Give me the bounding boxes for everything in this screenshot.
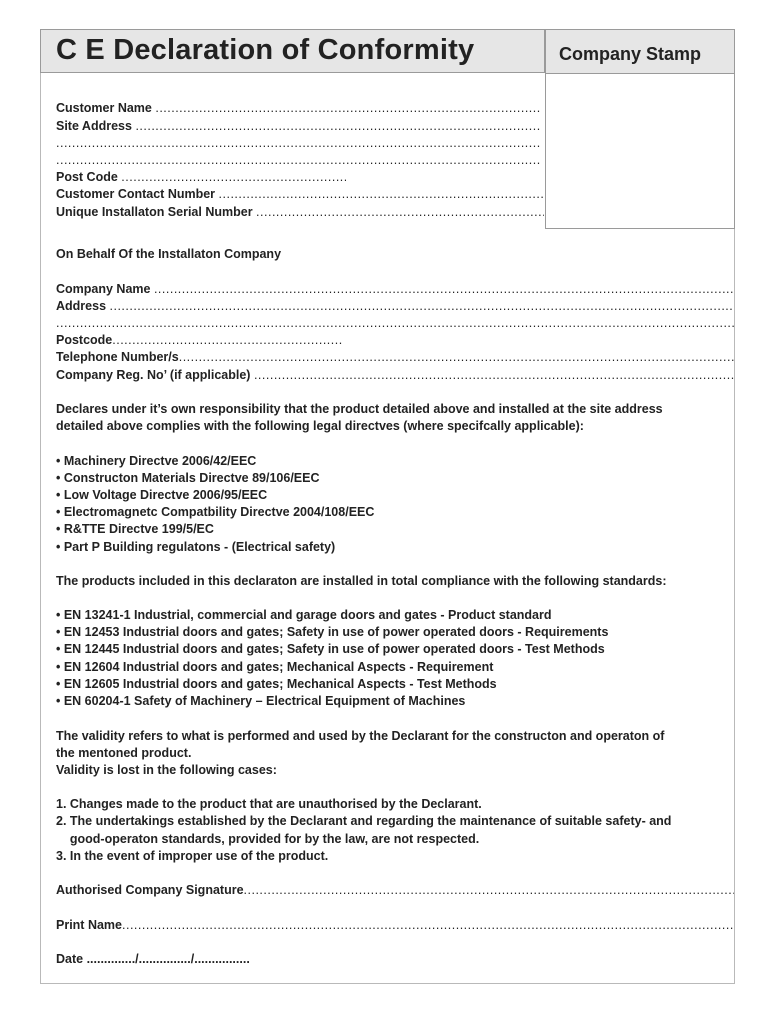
signature-field[interactable] [56, 883, 734, 897]
company-name-label: Company Name [56, 282, 154, 296]
print-name-label: Print Name [56, 918, 122, 932]
declaration-line-2: detailed above complies with the following legal directves (where specifcally applicable): [56, 419, 584, 433]
site-address-field[interactable] [56, 119, 541, 133]
standard-item: • EN 12604 Industrial doors and gates; Mechanical Aspects - Requirement [56, 660, 494, 674]
customer-contact-field[interactable] [56, 187, 544, 201]
date-field[interactable]: Date ............../.............../................ [56, 952, 250, 966]
directive-item: • Low Voltage Directve 2006/95/EEC [56, 488, 268, 502]
standard-item: • EN 13241-1 Industrial, commercial and garage doors and gates - Product standard [56, 608, 552, 622]
customer-name-field[interactable] [56, 101, 541, 115]
case-item: 1. Changes made to the product that are unauthorised by the Declarant. [56, 797, 482, 811]
telephone-field[interactable] [56, 350, 734, 364]
case-item: 3. In the event of improper use of the product. [56, 849, 329, 863]
serial-number-label: Unique Installaton Serial Number [56, 205, 257, 219]
standard-item: • EN 60204-1 Safety of Machinery – Electrical Equipment of Machines [56, 694, 466, 708]
page-title: C E Declaration of Conformity [56, 34, 475, 66]
company-reg-field[interactable] [56, 368, 734, 382]
company-address-field[interactable] [56, 299, 734, 313]
site-address-label: Site Address [56, 119, 136, 133]
print-name-field[interactable] [56, 918, 734, 932]
company-postcode-field[interactable] [56, 333, 342, 347]
validity-line-2: the mentoned product. [56, 746, 192, 760]
case-item: good-operaton standards, provided for by the law, are not respected. [56, 832, 480, 846]
standard-item: • EN 12605 Industrial doors and gates; Mechanical Aspects - Test Methods [56, 677, 497, 691]
validity-line-3: Validity is lost in the following cases: [56, 763, 277, 777]
company-stamp-label: Company Stamp [546, 30, 734, 74]
company-address-line-2[interactable] [56, 316, 734, 330]
case-item: 2. The undertakings established by the Declarant and regarding the maintenance of suitable safety- and [56, 814, 672, 828]
postcode-label: Post Code [56, 170, 122, 184]
postcode-field[interactable] [56, 170, 346, 184]
directive-item: • R&TTE Directve 199/5/EC [56, 522, 214, 536]
title-box [40, 29, 545, 73]
company-postcode-label: Postcode [56, 333, 113, 347]
customer-name-label: Customer Name [56, 101, 156, 115]
standard-item: • EN 12445 Industrial doors and gates; Safety in use of power operated doors - Test Methods [56, 642, 605, 656]
site-address-line-3[interactable] [56, 153, 541, 167]
directive-item: • Constructon Materials Directve 89/106/EEC [56, 471, 320, 485]
telephone-label: Telephone Number/s [56, 350, 179, 364]
serial-number-field[interactable] [56, 205, 544, 219]
standards-intro: The products included in this declaraton are installed in total compliance with the following standards: [56, 574, 667, 588]
company-name-field[interactable] [56, 282, 734, 296]
standard-item: • EN 12453 Industrial doors and gates; Safety in use of power operated doors - Requirements [56, 625, 609, 639]
company-address-label: Address [56, 299, 110, 313]
declaration-line-1: Declares under it’s own responsibility that the product detailed above and installed at the site address [56, 402, 663, 416]
directive-item: • Part P Building regulatons - (Electrical safety) [56, 540, 336, 554]
directive-item: • Machinery Directve 2006/42/EEC [56, 454, 257, 468]
company-stamp-box [545, 29, 735, 229]
company-section-heading: On Behalf Of the Installaton Company [56, 247, 282, 261]
site-address-line-2[interactable] [56, 136, 541, 150]
directive-item: • Electromagnetc Compatbility Directve 2004/108/EEC [56, 505, 375, 519]
customer-contact-label: Customer Contact Number [56, 187, 219, 201]
validity-line-1: The validity refers to what is performed and used by the Declarant for the constructon and operaton of [56, 729, 665, 743]
company-reg-label: Company Reg. No’ (if applicable) [56, 368, 254, 382]
signature-label: Authorised Company Signature [56, 883, 244, 897]
